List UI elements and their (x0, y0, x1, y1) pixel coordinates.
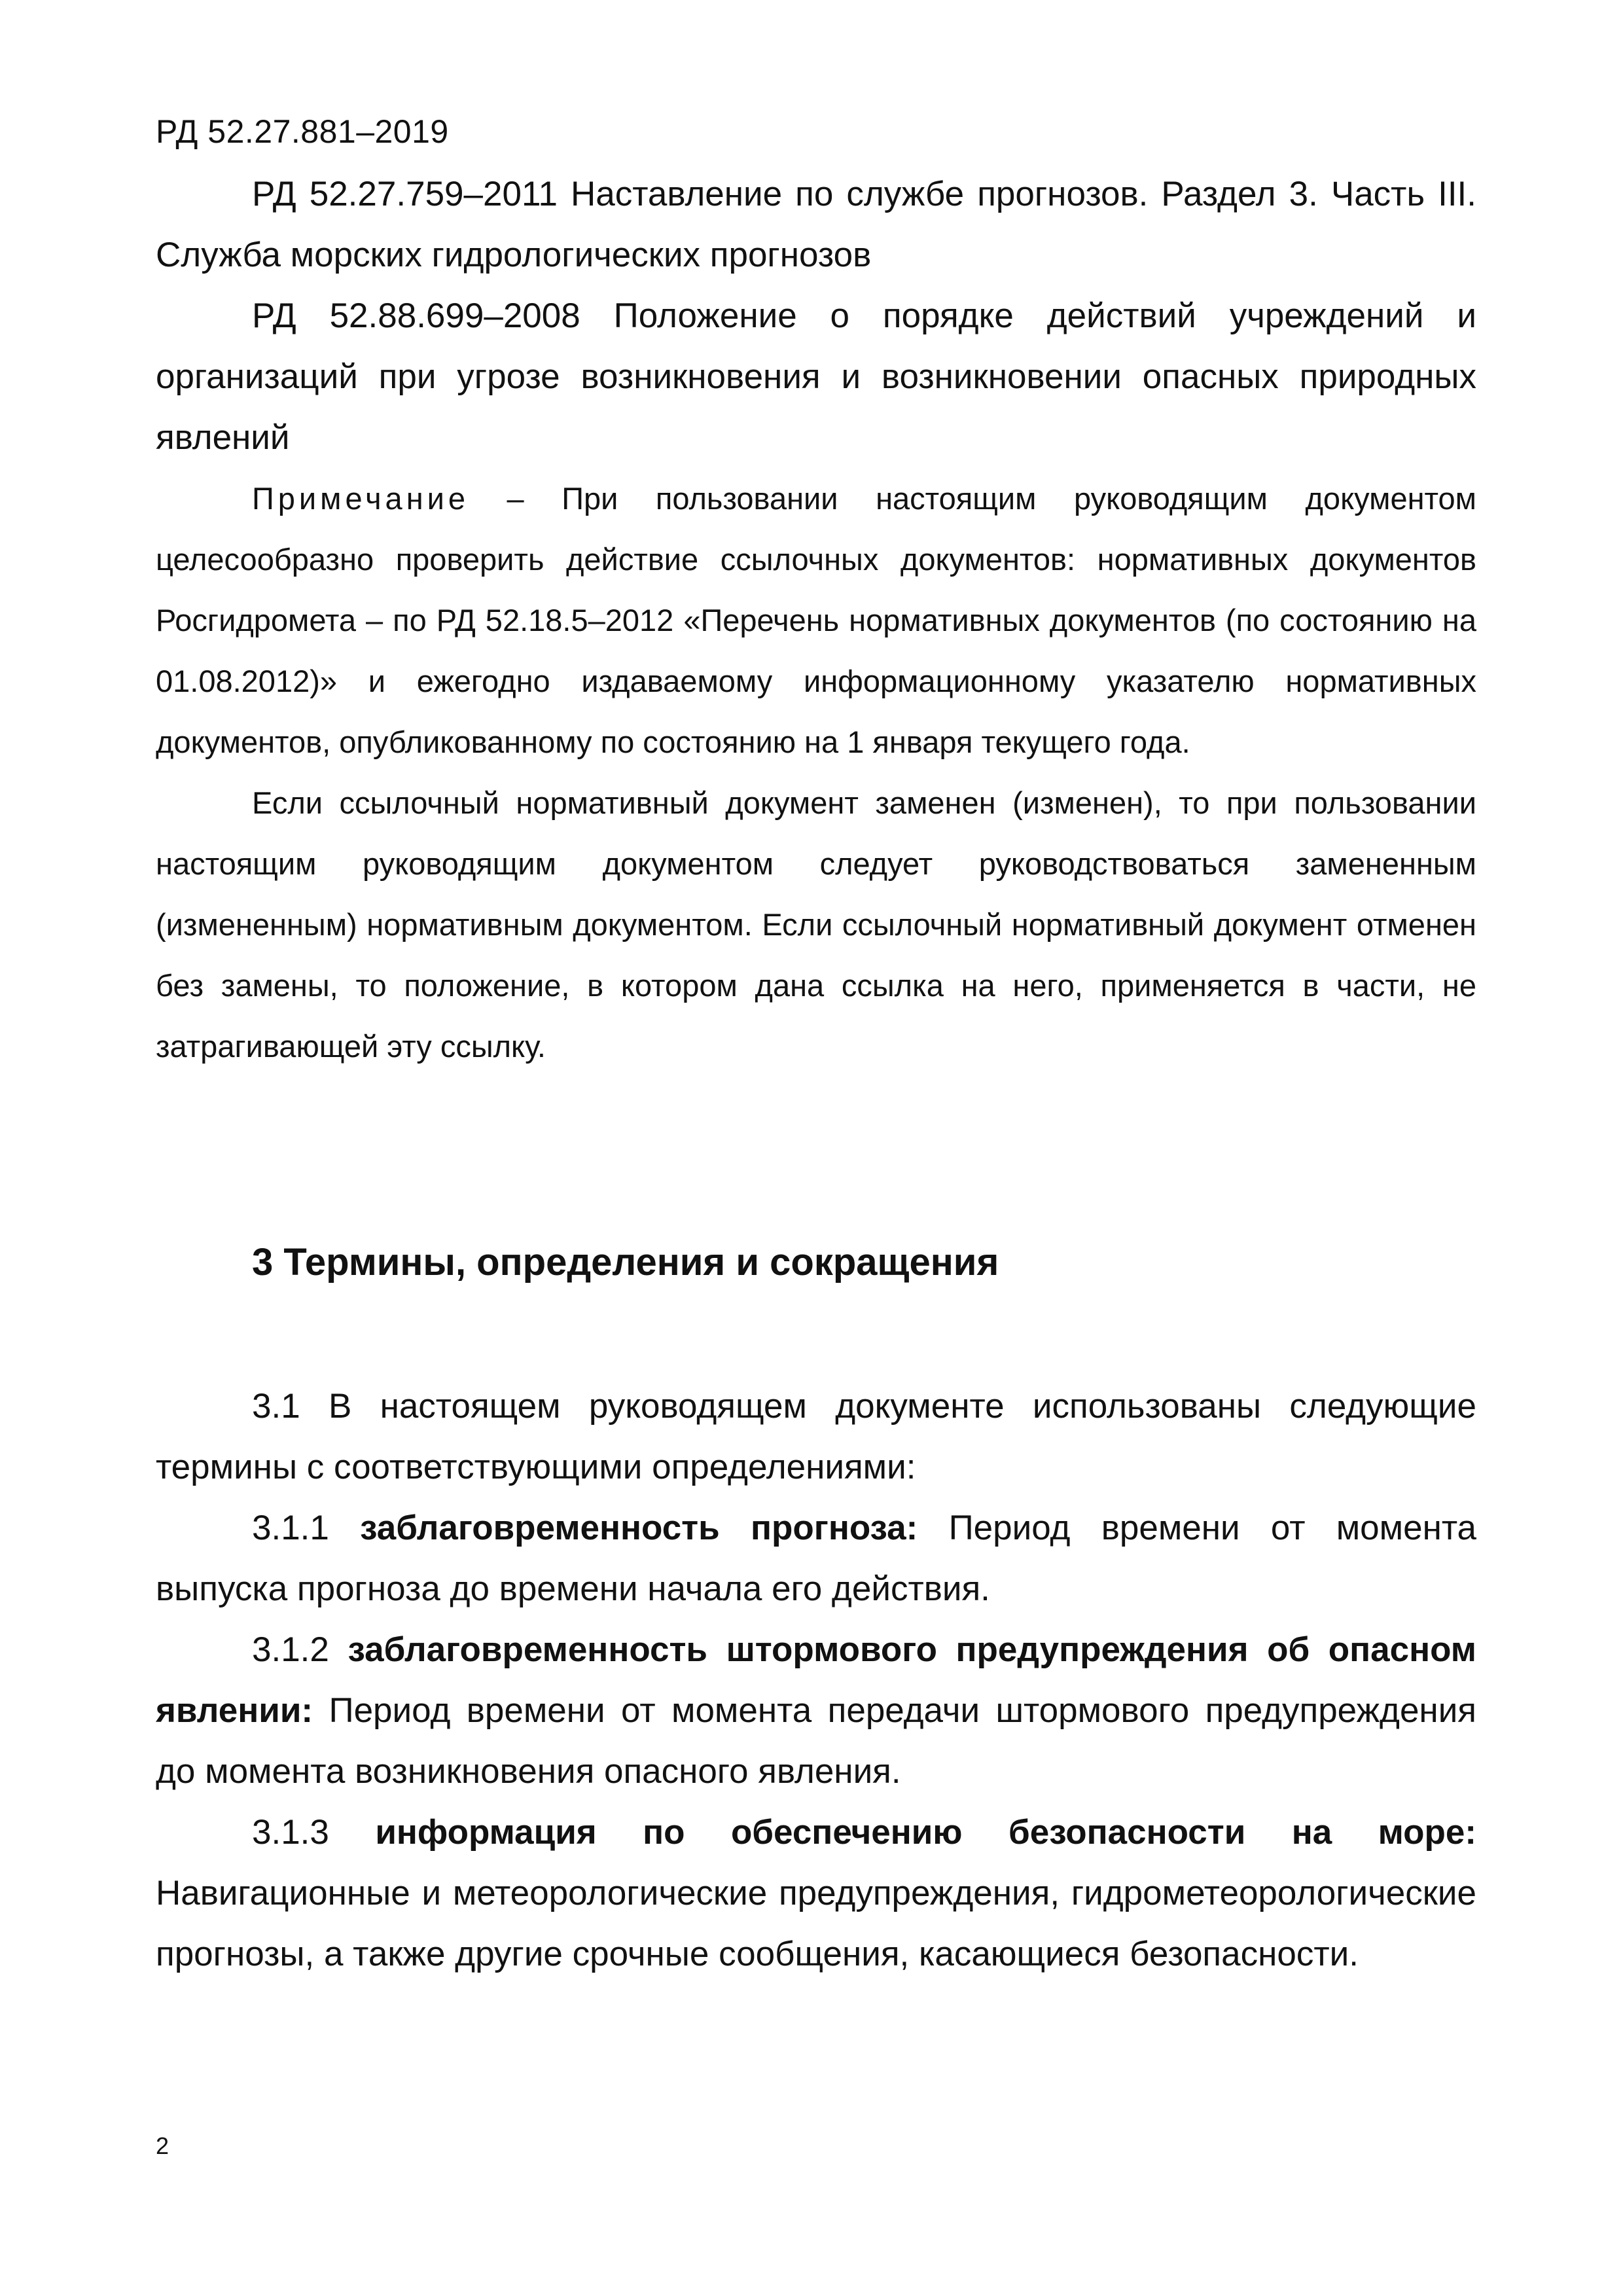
references-block (156, 164, 1476, 1077)
document-code-header: РД 52.27.881–2019 (156, 113, 449, 150)
term-name: заблаговременность штормового предупреждения об опасном явлении: (156, 1630, 1476, 1730)
term-number: 3.1.3 (252, 1813, 376, 1852)
terms-block (156, 1376, 1476, 1984)
term-definition: Период времени от момента выпуска прогноза до времени начала его действия. (156, 1509, 1476, 1608)
reference-item: РД 52.88.699–2008 Положение о порядке действий учреждений и организаций при угрозе возникновения и возникновении опасных природных явлений (156, 296, 1476, 457)
term-name: заблаговременность прогноза: (360, 1509, 918, 1547)
note-paragraph (156, 468, 1476, 772)
term-entry (156, 1498, 1476, 1619)
page-number: 2 (156, 2132, 169, 2159)
note-continuation: Если ссылочный нормативный документ заменен (изменен), то при пользовании настоящим руководящим документом следует руководствоваться замененным (измененным) нормативным документом. Если ссылочный нормативный документ отменен без замены, то положение, в котором дана ссылка на него, применяется в части, не затрагивающей эту ссылку. (156, 785, 1476, 1064)
term-definition: Навигационные и метеорологические предупреждения, гидрометеорологические прогнозы, а также другие срочные сообщения, касающиеся безопасности. (156, 1874, 1476, 1973)
term-entry (156, 1802, 1476, 1984)
note-label: Примечание (252, 481, 470, 516)
term-entry (156, 1619, 1476, 1802)
section-intro: 3.1 В настоящем руководящем документе использованы следующие термины с соответствующими определениями: (156, 1387, 1476, 1486)
note-text: – При пользовании настоящим руководящим документом целесообразно проверить действие ссылочных документов: нормативных документов Росгидромета – по РД 52.18.5–2012 «Перечень нормативных документов (по состоянию на 01.08.2012)» и ежегодно издаваемому информационному указателю нормативных документов, опубликованному по состоянию на 1 января текущего года. (156, 481, 1476, 759)
term-number: 3.1.2 (252, 1630, 348, 1669)
term-definition: Период времени от момента передачи штормового предупреждения до момента возникновения опасного явления. (156, 1691, 1476, 1791)
reference-item: РД 52.27.759–2011 Наставление по службе прогнозов. Раздел 3. Часть III. Служба морских гидрологических прогнозов (156, 175, 1476, 274)
section-heading: 3 Термины, определения и сокращения (252, 1241, 999, 1283)
term-number: 3.1.1 (252, 1509, 361, 1547)
term-name: информация по обеспечению безопасности на море: (375, 1813, 1476, 1852)
